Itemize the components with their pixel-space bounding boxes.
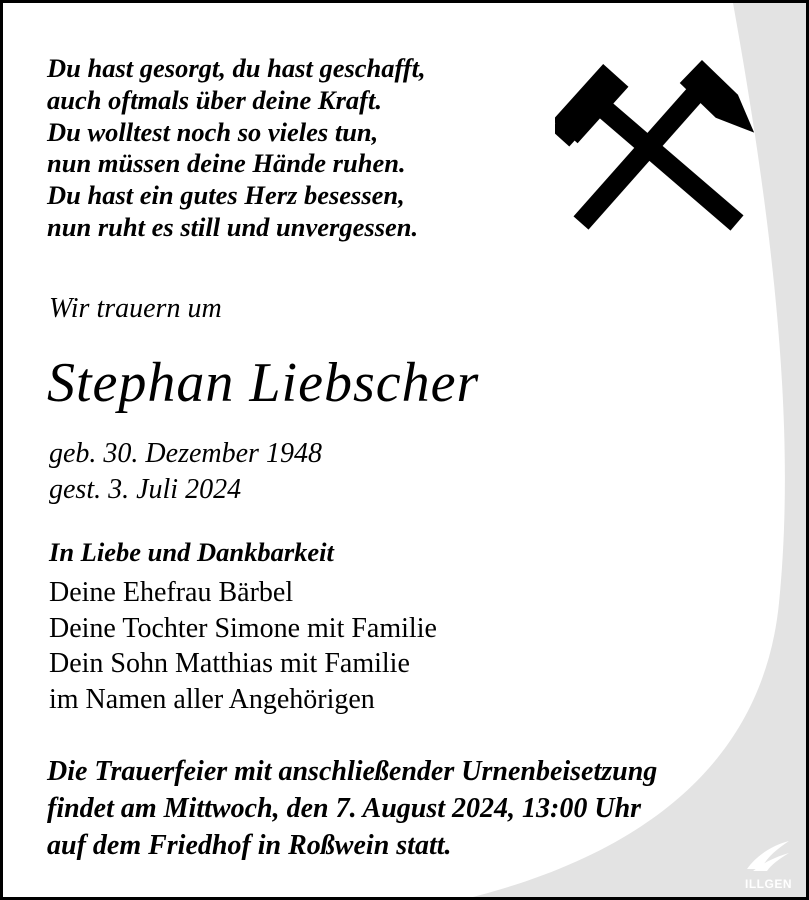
life-dates	[49, 436, 322, 508]
poem-line: Du wolltest noch so vieles tun,	[47, 116, 379, 147]
mourners-heading: In Liebe und Dankbarkeit	[49, 537, 334, 567]
crossed-hammers-icon	[555, 53, 761, 235]
service-line: auf dem Friedhof in Roßwein statt.	[47, 830, 452, 861]
logo-text: ILLGEN	[745, 877, 792, 891]
poem-line: Du hast gesorgt, du hast geschafft,	[47, 53, 426, 83]
funeral-service-info	[47, 753, 767, 864]
poem-line: nun müssen deine Hände ruhen.	[47, 148, 406, 179]
service-line: findet am Mittwoch, den 7. August 2024, 13:00 Uhr	[47, 793, 642, 824]
mourners-list	[49, 575, 437, 718]
illgen-swoosh-icon	[743, 835, 791, 875]
intro-text: Wir trauern um	[49, 293, 222, 324]
mourner-line: im Namen aller Angehörigen	[49, 684, 375, 716]
death-date: gest. 3. Juli 2024	[49, 474, 242, 505]
poem	[47, 53, 547, 244]
mourner-line: Deine Ehefrau Bärbel	[49, 577, 294, 608]
illgen-logo	[731, 835, 803, 895]
poem-line: nun ruht es still und unvergessen.	[47, 211, 419, 242]
deceased-name: Stephan Liebscher	[47, 352, 480, 414]
mourner-line: Dein Sohn Matthias mit Familie	[49, 648, 410, 680]
poem-line: auch oftmals über deine Kraft.	[47, 84, 382, 115]
birth-date: geb. 30. Dezember 1948	[49, 438, 322, 469]
poem-line: Du hast ein gutes Herz besessen,	[47, 180, 405, 211]
mourner-line: Deine Tochter Simone mit Familie	[49, 612, 437, 644]
service-line: Die Trauerfeier mit anschließender Urnenbeisetzung	[47, 756, 658, 787]
